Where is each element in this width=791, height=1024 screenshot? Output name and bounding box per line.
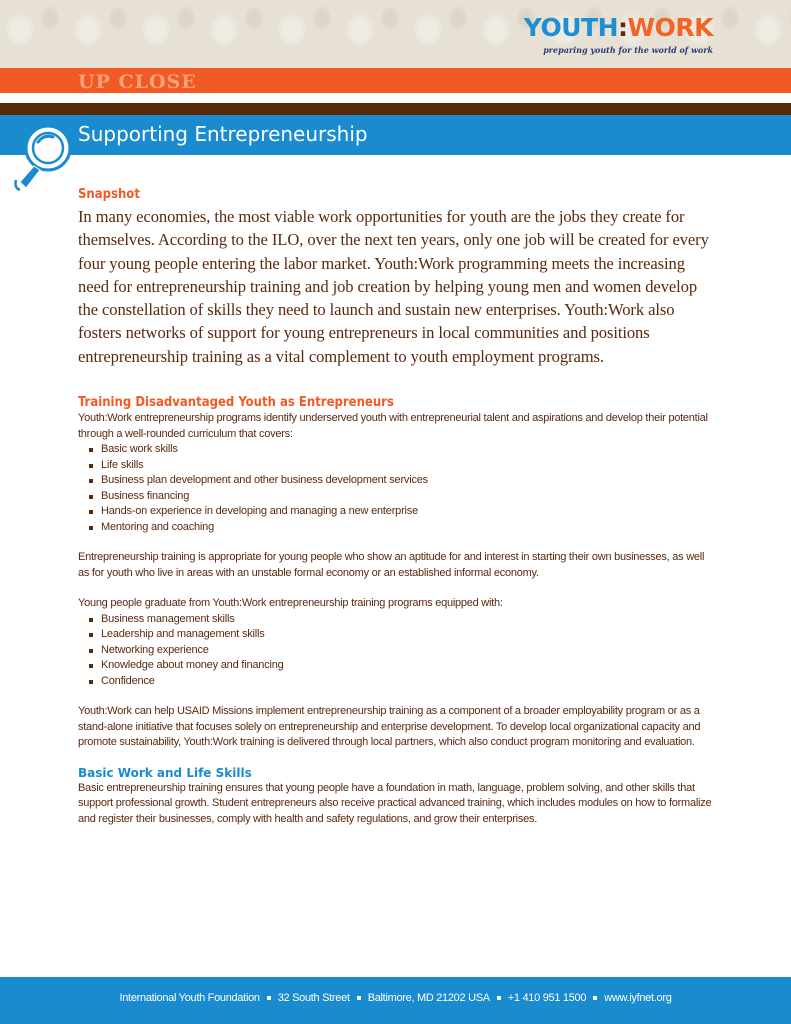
list-item: Hands-on experience in developing and managing a new enterprise [88, 504, 718, 520]
brown-band [0, 103, 791, 115]
footer-city: Baltimore, MD 21202 USA [367, 992, 490, 1004]
snapshot-heading: Snapshot [78, 187, 140, 202]
training-heading: Training Disadvantaged Youth as Entrepreneurs [78, 395, 394, 411]
list-item: Leadership and management skills [88, 627, 718, 643]
list-item: Knowledge about money and financing [88, 658, 718, 674]
bullet-separator [593, 996, 597, 1000]
list-item: Business financing [88, 489, 718, 505]
usaid-paragraph: Youth:Work can help USAID Missions implement entrepreneurship training as a component of a broader employability program or as a stand-alone initiative that focuses solely on entrepreneurship and enterprise development. To develop local organizational capacity and promote sustainability, Youth:Work training is delivered through local partners, which also conduct program monitoring and evaluation. [78, 705, 701, 749]
logo-wordmark [524, 14, 713, 42]
basic-skills-text: Basic entrepreneurship training ensures that young people have a foundation in math, language, problem solving, and other skills that support professional growth. Student entrepreneurs also receive practical advanced training, which includes modules on how to formalize and register their businesses, comply with health and safety regulations, and grow their enterprises. [78, 781, 712, 825]
bullet-separator [497, 996, 501, 1000]
main-content [78, 186, 718, 827]
footer-phone: +1 410 951 1500 [507, 992, 587, 1004]
training-intro: Youth:Work entrepreneurship programs identify underserved youth with entrepreneurial talent and aspirations and develop their potential through a well-rounded curriculum that covers: [78, 412, 708, 440]
bullet-separator [357, 996, 361, 1000]
list-item: Mentoring and coaching [88, 520, 718, 536]
footer-org: International Youth Foundation [119, 992, 260, 1004]
logo-work-text: WORK [627, 13, 713, 42]
youth-work-logo [524, 14, 713, 55]
list-item: Networking experience [88, 643, 718, 659]
footer-contact [0, 992, 791, 1004]
magnifying-glass-icon [8, 120, 78, 195]
list-item: Confidence [88, 674, 718, 690]
curriculum-list [78, 442, 718, 535]
bullet-separator [267, 996, 271, 1000]
list-item: Business plan development and other business development services [88, 473, 718, 489]
page-title: Supporting Entrepreneurship [78, 122, 368, 146]
graduates-intro: Young people graduate from Youth:Work entrepreneurship training programs equipped with: [78, 597, 503, 610]
graduates-list [78, 612, 718, 690]
list-item: Basic work skills [88, 442, 718, 458]
logo-tagline: preparing youth for the world of work [543, 45, 713, 55]
basic-skills-heading: Basic Work and Life Skills [78, 765, 252, 780]
footer-website-link[interactable]: www.iyfnet.org [604, 992, 672, 1004]
footer [0, 977, 791, 1024]
logo-separator: : [618, 13, 628, 42]
section-label: UP CLOSE [78, 71, 197, 93]
logo-youth-text: YOUTH [523, 13, 619, 42]
appropriate-paragraph: Entrepreneurship training is appropriate for young people who show an aptitude for and interest in starting their own businesses, as well as for youth who live in areas with an unstable formal economy or an established informal economy. [78, 551, 705, 579]
list-item: Business management skills [88, 612, 718, 628]
snapshot-text: In many economies, the most viable work opportunities for youth are the jobs they create for themselves. According to the ILO, over the next ten years, only one job will be created for every four young people entering the labor market. Youth:Work programming meets the increasing need for entrepreneurship training and job creation by helping young men and women develop the constellation of skills they need to launch and sustain new enterprises. Youth:Work also fosters networks of support for young entrepreneurs in local communities and positions entrepreneurship training as a vital complement to youth employment programs. [78, 207, 709, 366]
list-item: Life skills [88, 458, 718, 474]
footer-street: 32 South Street [277, 992, 350, 1004]
